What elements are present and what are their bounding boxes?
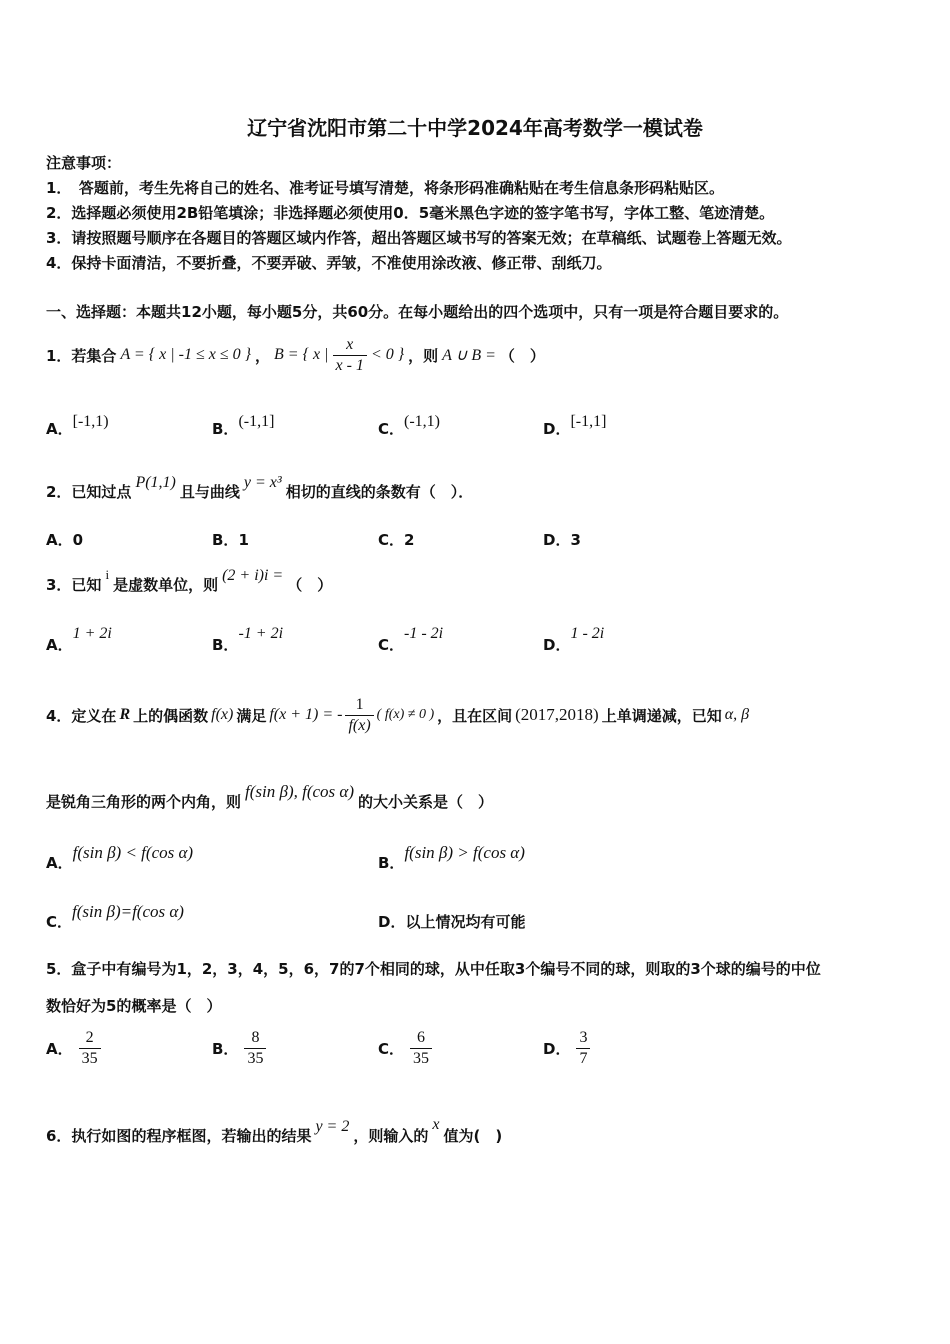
option-label: C． bbox=[46, 913, 73, 931]
q4-interval: (2017,2018) bbox=[515, 705, 599, 724]
q5-option-b bbox=[212, 1028, 266, 1069]
q4-mid4: 上单调递减，已知 bbox=[601, 706, 722, 725]
q5-option-d bbox=[543, 1028, 590, 1069]
option-value: f(sin β) < f(cos α) bbox=[72, 843, 194, 862]
q4-R: R bbox=[119, 706, 131, 723]
q4-denominator: f(x) bbox=[348, 716, 371, 734]
section-heading: 一、选择题：本题共12小题，每小题5分，共60分。在每小题给出的四个选项中，只有一项是符合题目要求的。 bbox=[46, 303, 789, 321]
option-label: B． bbox=[212, 1040, 239, 1058]
q4-option-b bbox=[378, 843, 525, 873]
q4-fx: f(x) bbox=[211, 706, 234, 723]
notes-item-3: 3．请按照题号顺序在各题目的答题区域内作答，超出答题区域书写的答案无效；在草稿纸、试题卷上答题无效。 bbox=[46, 229, 792, 247]
notes-item-2: 2．选择题必须使用2B铅笔填涂；非选择题必须使用0．5毫米黑色字迹的签字笔书写，字体工整、笔迹清楚。 bbox=[46, 204, 775, 222]
q6-x: x bbox=[432, 1116, 440, 1133]
q6-tail: 值为( ) bbox=[443, 1127, 503, 1145]
q2-curve: y = x³ bbox=[243, 474, 282, 491]
q1-set-b-left: B = { x | bbox=[274, 346, 329, 363]
option-value: 1 - 2i bbox=[570, 625, 605, 642]
option-label: A． bbox=[46, 420, 73, 438]
question-2 bbox=[46, 472, 473, 502]
q1-set-b-right: < 0 } bbox=[370, 346, 405, 363]
notes-item-1: 1． 答题前，考生先将自己的姓名、准考证号填写清楚，将条形码准确粘贴在考生信息条形码粘贴区。 bbox=[46, 179, 724, 197]
q2-option-a bbox=[46, 529, 83, 550]
option-label: A． bbox=[46, 1040, 73, 1058]
q5-option-a bbox=[46, 1028, 101, 1069]
option-label: C． bbox=[378, 636, 405, 654]
option-fraction bbox=[410, 1028, 432, 1069]
option-label: C． bbox=[378, 1040, 405, 1058]
q1-set-b-fraction bbox=[333, 335, 367, 376]
q4-equation-fraction bbox=[345, 695, 373, 736]
q1-option-c bbox=[378, 413, 440, 439]
q1-option-d bbox=[543, 413, 607, 439]
q4-lead: 4．定义在 bbox=[46, 706, 117, 725]
q4-option-a bbox=[46, 843, 194, 873]
q4-option-d bbox=[378, 911, 525, 932]
option-fraction bbox=[576, 1028, 590, 1069]
option-value: 1 + 2i bbox=[72, 625, 112, 642]
numerator: 2 bbox=[79, 1028, 101, 1049]
q3-option-a bbox=[46, 625, 112, 655]
q3-blank: （ ） bbox=[287, 576, 333, 594]
q4-equation-left: f(x + 1) = - bbox=[269, 706, 343, 723]
option-value: f(sin β) > f(cos α) bbox=[404, 843, 525, 862]
option-value: [-1,1] bbox=[570, 413, 607, 430]
option-value: f(sin β)=f(cos α) bbox=[72, 902, 184, 921]
q4-pair: f(sin β), f(cos α) bbox=[245, 782, 354, 801]
q4-mid1: 上的偶函数 bbox=[133, 706, 209, 725]
option-value: 3 bbox=[570, 531, 581, 549]
q2-option-d bbox=[543, 529, 581, 550]
q2-point: P(1,1) bbox=[135, 474, 176, 491]
q3-mid: 是虚数单位，则 bbox=[113, 576, 219, 594]
q1-then: ，则 bbox=[408, 346, 439, 365]
q1-option-a bbox=[46, 413, 109, 439]
option-fraction bbox=[79, 1028, 101, 1069]
notes-item-4: 4．保持卡面清洁，不要折叠，不要弄破、弄皱，不准使用涂改液、修正带、刮纸刀。 bbox=[46, 254, 612, 272]
q3-expression: (2 + i)i = bbox=[222, 567, 284, 584]
numerator: 6 bbox=[410, 1028, 432, 1049]
denominator: 35 bbox=[81, 1050, 98, 1067]
q3-option-c bbox=[378, 625, 444, 655]
q4-mid3: ，且在区间 bbox=[437, 706, 513, 725]
option-fraction bbox=[244, 1028, 266, 1069]
q5-line-1: 5．盒子中有编号为1，2，3，4，5，6，7的7个相同的球，从中任取3个编号不同的球，则取的3个球的编号的中位 bbox=[46, 960, 821, 978]
q2-mid: 且与曲线 bbox=[179, 483, 240, 501]
q1-lead: 1．若集合 bbox=[46, 346, 117, 365]
denominator: 35 bbox=[247, 1050, 264, 1067]
option-value: [-1,1) bbox=[72, 413, 109, 430]
option-value: 0 bbox=[72, 531, 84, 549]
q6-mid: ，则输入的 bbox=[353, 1127, 429, 1145]
q5-line-2: 数恰好为5的概率是（ ） bbox=[46, 997, 222, 1015]
q3-lead: 3．已知 bbox=[46, 576, 102, 594]
q2-tail: 相切的直线的条数有（ ）． bbox=[285, 483, 474, 501]
option-label: B． bbox=[212, 531, 239, 549]
option-value: (-1,1] bbox=[238, 413, 275, 430]
q5-option-c bbox=[378, 1028, 432, 1069]
q1-set-b-denominator: x - 1 bbox=[335, 356, 364, 374]
question-4 bbox=[46, 680, 749, 750]
q4-line2-tail: 的大小关系是（ ） bbox=[358, 793, 494, 811]
option-label: B． bbox=[212, 636, 239, 654]
option-label: A． bbox=[46, 531, 73, 549]
q4-option-c bbox=[46, 902, 184, 932]
option-label: D． bbox=[543, 636, 571, 654]
option-value: (-1,1) bbox=[404, 413, 440, 430]
q4-condition: ( f(x) ≠ 0 ) bbox=[376, 707, 435, 722]
option-label: D． bbox=[543, 1040, 571, 1058]
q4-alpha-beta: α, β bbox=[724, 706, 750, 723]
option-value: 1 bbox=[238, 531, 249, 549]
q2-option-b bbox=[212, 529, 249, 550]
option-value: -1 - 2i bbox=[404, 625, 444, 642]
q4-mid2: 满足 bbox=[236, 706, 267, 725]
q2-option-c bbox=[378, 529, 414, 550]
option-label: D． bbox=[543, 420, 571, 438]
q4-line-2 bbox=[46, 780, 493, 812]
q3-option-b bbox=[212, 625, 284, 655]
q4-line2-lead: 是锐角三角形的两个内角，则 bbox=[46, 793, 242, 811]
option-label: A． bbox=[46, 636, 73, 654]
option-value: 以上情况均有可能 bbox=[405, 913, 526, 931]
q2-lead: 2．已知过点 bbox=[46, 483, 132, 501]
q1-comma: ， bbox=[255, 346, 271, 365]
option-label: D． bbox=[378, 913, 406, 931]
option-value: -1 + 2i bbox=[238, 625, 284, 642]
option-label: C． bbox=[378, 531, 405, 549]
q6-y: y = 2 bbox=[315, 1118, 350, 1135]
numerator: 8 bbox=[244, 1028, 266, 1049]
option-label: A． bbox=[46, 854, 73, 872]
option-label: D． bbox=[543, 531, 571, 549]
q4-numerator: 1 bbox=[345, 695, 373, 716]
question-3 bbox=[46, 565, 332, 595]
notes-heading: 注意事项： bbox=[46, 154, 122, 172]
denominator: 7 bbox=[579, 1050, 588, 1067]
option-label: B． bbox=[378, 854, 405, 872]
q1-blank: （ ） bbox=[499, 346, 545, 365]
q6-lead: 6．执行如图的程序框图，若输出的结果 bbox=[46, 1127, 312, 1145]
q1-set-b-numerator: x bbox=[333, 335, 367, 356]
question-1 bbox=[46, 335, 545, 375]
q3-option-d bbox=[543, 625, 605, 655]
option-value: 2 bbox=[404, 531, 415, 549]
option-label: B． bbox=[212, 420, 239, 438]
q1-expression: A ∪ B = bbox=[442, 347, 496, 364]
option-label: C． bbox=[378, 420, 405, 438]
q1-set-a: A = { x | -1 ≤ x ≤ 0 } bbox=[120, 346, 252, 363]
page-title: 辽宁省沈阳市第二十中学2024年高考数学一模试卷 bbox=[247, 116, 703, 140]
q3-i: i bbox=[105, 567, 110, 582]
q1-option-b bbox=[212, 413, 275, 439]
question-6 bbox=[46, 1114, 502, 1146]
numerator: 3 bbox=[576, 1028, 590, 1049]
denominator: 35 bbox=[413, 1050, 430, 1067]
